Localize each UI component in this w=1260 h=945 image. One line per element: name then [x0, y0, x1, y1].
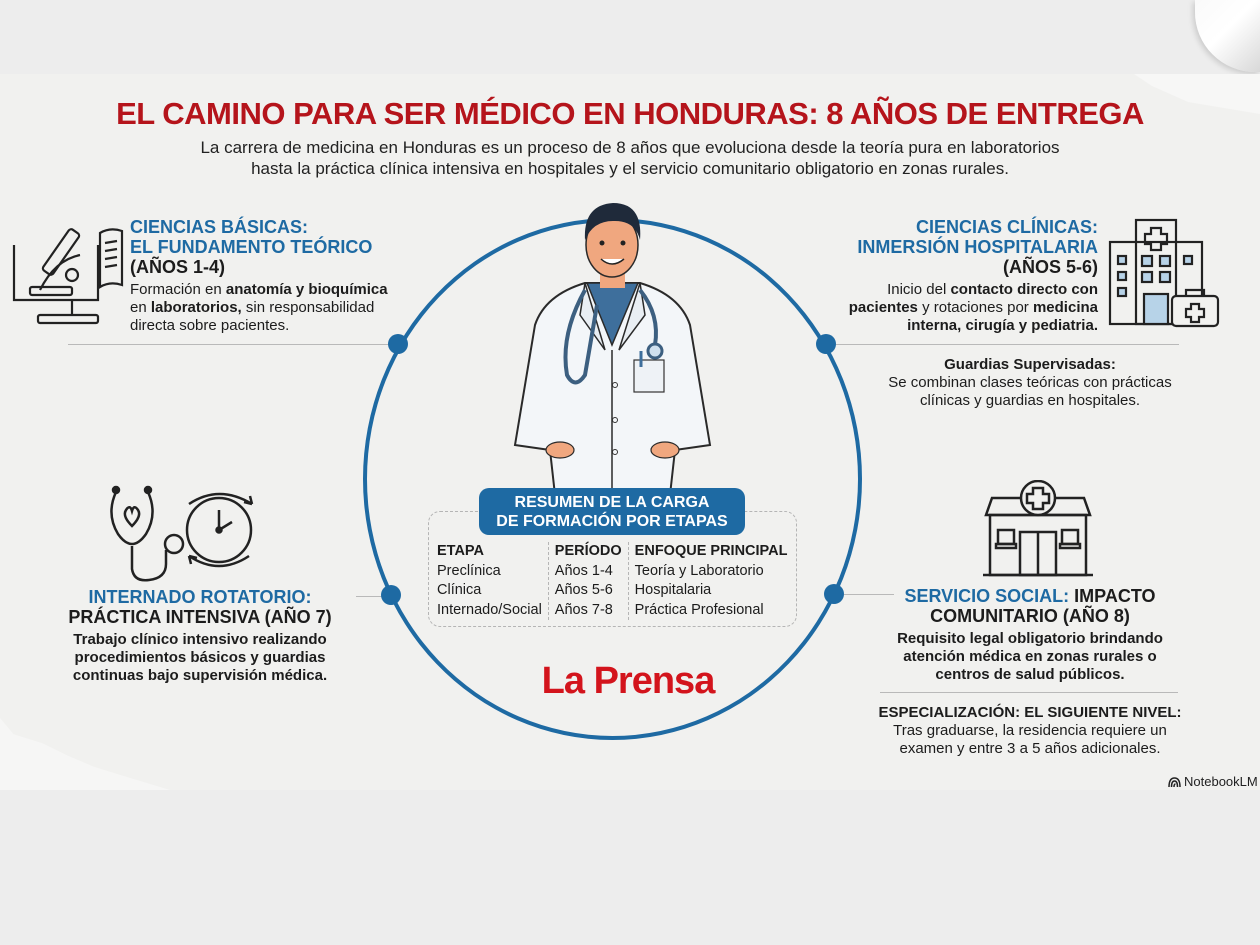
table-cell: Años 7-8 — [554, 601, 613, 618]
table-cell: Años 1-4 — [554, 562, 613, 579]
section-text: procedimientos básicos y guardias — [74, 649, 326, 666]
section-title: COMUNITARIO (AÑO 8) — [930, 606, 1130, 626]
table-cell: Práctica Profesional — [634, 601, 764, 618]
brand-logo: La Prensa — [541, 660, 715, 702]
clinic-building-icon — [978, 480, 1098, 578]
section-supervised-shifts — [860, 356, 1200, 410]
column-header: ENFOQUE PRINCIPAL — [634, 543, 788, 559]
table-cell: Preclínica — [437, 562, 501, 579]
section-text: Trabajo clínico intensivo realizando — [73, 631, 327, 648]
subtitle-line: hasta la práctica clínica intensiva en hospitales y el servicio comunitario obligatorio en zonas rurales. — [251, 159, 1009, 178]
section-text: Tras graduarse, la residencia requiere un — [893, 722, 1167, 739]
timeline-dot-1 — [388, 334, 408, 354]
connector-line — [836, 344, 1179, 345]
section-title: PRÁCTICA INTENSIVA (AÑO 7) — [68, 607, 332, 627]
timeline-dot-3 — [381, 585, 401, 605]
section-text: atención médica en zonas rurales o — [903, 648, 1157, 665]
watermark — [1168, 774, 1258, 789]
section-years: (AÑOS 1-4) — [130, 257, 226, 277]
table-column-stage — [437, 542, 548, 620]
page-subtitle — [0, 137, 1260, 179]
section-text: Inicio del contacto directo con pacientes y rotaciones por medicina interna, cirugía y pediatria. — [848, 281, 1098, 334]
divider — [880, 692, 1178, 693]
section-specialization — [860, 704, 1200, 758]
table-cell: Internado/Social — [437, 601, 542, 618]
section-text: clínicas y guardias en hospitales. — [919, 392, 1141, 409]
table-column-period — [548, 542, 628, 620]
subtitle-line: La carrera de medicina en Honduras es un proceso de 8 años que evoluciona desde la teoría pura en laboratorios — [200, 138, 1060, 157]
table-cell: Clínica — [437, 582, 482, 598]
section-title: INTERNADO ROTATORIO: — [88, 587, 312, 607]
page-curl — [1195, 0, 1260, 72]
connector-line — [68, 344, 390, 345]
section-text: Formación en anatomía y bioquímica en laboratorios, sin responsabilidad directa sobre pacientes. — [130, 281, 388, 334]
table-cell: Hospitalaria — [634, 582, 712, 598]
microscope-book-icon — [10, 215, 125, 327]
table-column-focus — [628, 542, 794, 620]
section-years: (AÑOS 5-6) — [1002, 257, 1098, 277]
section-title: ESPECIALIZACIÓN: EL SIGUIENTE NIVEL: — [878, 704, 1182, 721]
hospital-icon — [1106, 216, 1221, 328]
doctor-illustration-icon — [505, 195, 720, 495]
notebooklm-icon — [1168, 777, 1181, 787]
timeline-dot-2 — [816, 334, 836, 354]
section-title: CIENCIAS BÁSICAS: — [130, 217, 309, 237]
section-title: EL FUNDAMENTO TEÓRICO — [130, 237, 373, 257]
column-header: PERÍODO — [554, 543, 622, 559]
section-title: CIENCIAS CLÍNICAS: — [915, 217, 1098, 237]
section-social-service — [860, 586, 1200, 684]
section-text: Requisito legal obligatorio brindando — [897, 630, 1163, 647]
table-cell: Años 5-6 — [554, 582, 613, 598]
section-internship — [40, 587, 360, 685]
section-title: Guardias Supervisadas: — [944, 356, 1116, 373]
summary-title: RESUMEN DE LA CARGA DE FORMACIÓN POR ETAPAS — [479, 488, 745, 535]
section-text: centros de salud públicos. — [935, 666, 1125, 683]
section-text: Se combinan clases teóricas con prácticas — [888, 374, 1172, 391]
section-text: continuas bajo supervisión médica. — [72, 667, 328, 684]
section-clinical-sciences — [820, 217, 1098, 335]
page-title: EL CAMINO PARA SER MÉDICO EN HONDURAS: 8 AÑOS DE ENTREGA — [116, 96, 1144, 131]
summary-table — [437, 542, 793, 620]
stethoscope-clock-icon — [104, 484, 262, 584]
timeline-dot-4 — [824, 584, 844, 604]
section-text: examen y entre 3 a 5 años adicionales. — [899, 740, 1161, 757]
section-title: SERVICIO SOCIAL: IMPACTO — [904, 586, 1156, 606]
watermark-label: NotebookLM — [1184, 774, 1258, 789]
section-basic-sciences — [130, 217, 420, 335]
section-title: INMERSIÓN HOSPITALARIA — [857, 237, 1098, 257]
column-header: ETAPA — [437, 543, 484, 559]
table-cell: Teoría y Laboratorio — [634, 562, 764, 579]
